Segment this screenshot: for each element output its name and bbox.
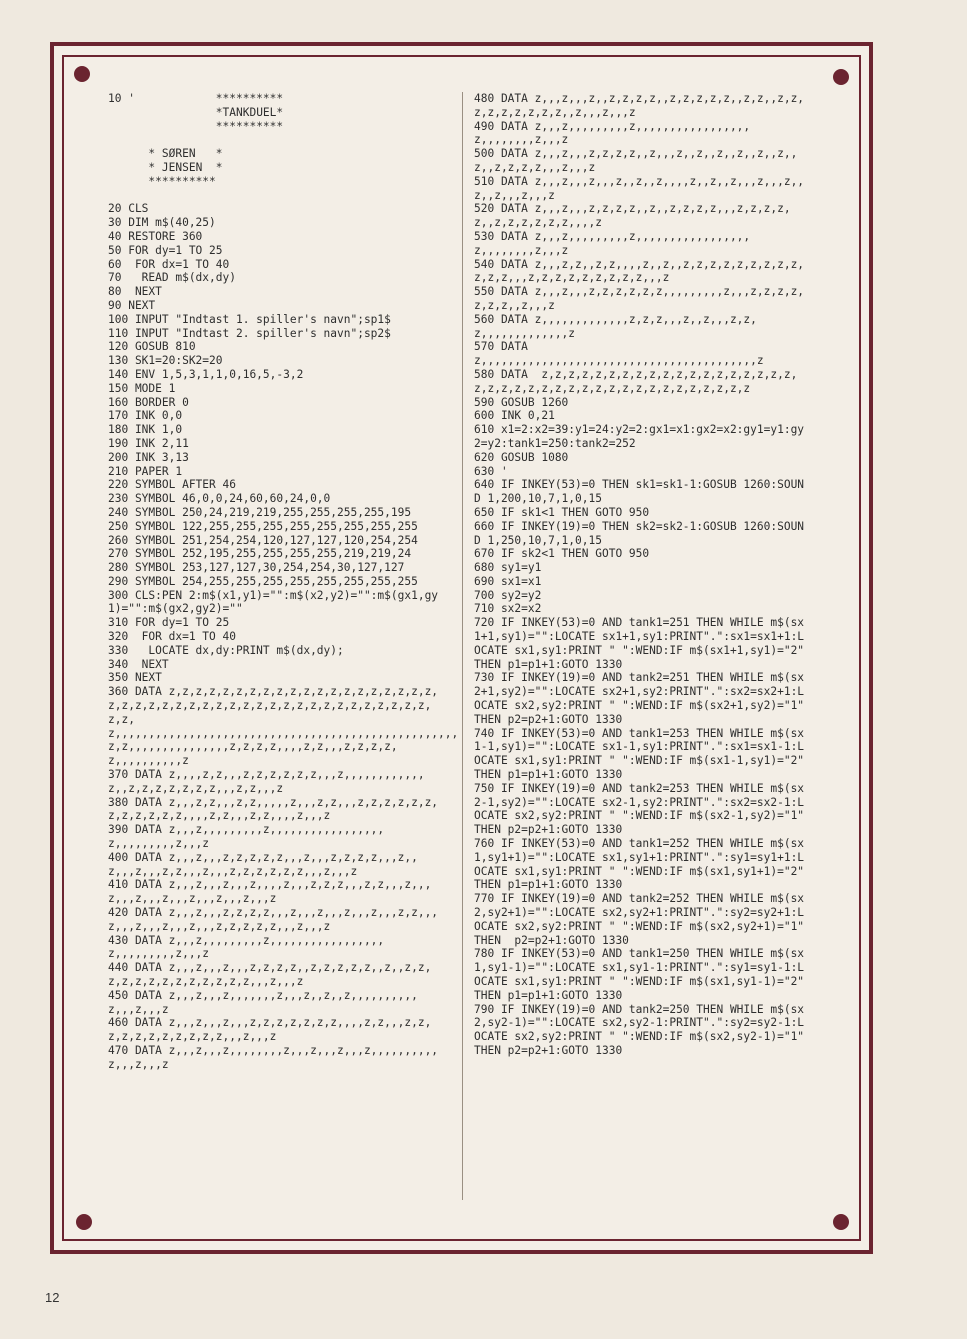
code-line: 670 IF sk2<1 THEN GOTO 950: [474, 547, 650, 561]
code-line: 730 IF INKEY(19)=0 AND tank2=251 THEN WHILE m$(sx2+1,sy2)="":LOCATE sx2+1,sy2:PRINT".":sx2=sx2+1:LOCATE sx2,sy2:PRINT " ":WEND:IF m$(sx2+1,sy2)="1" THEN p2=p2+1:GOTO 1330: [474, 671, 811, 726]
code-line: 190 INK 2,11: [108, 436, 189, 450]
code-line: 310 FOR dy=1 TO 25: [108, 616, 230, 630]
code-line: 20 CLS: [108, 202, 149, 216]
code-line: 760 IF INKEY(53)=0 AND tank1=252 THEN WHILE m$(sx1,sy1+1)="":LOCATE sx1,sy1+1:PRINT".":sy1=sy1+1:LOCATE sx1,sy1:PRINT " ":WEND:IF m$(sx1,sy1+1)="2" THEN p1=p1+1:GOTO 1330: [474, 837, 811, 892]
code-line: 110 INPUT "Indtast 2. spiller's navn";sp2$: [108, 326, 391, 340]
code-line: 620 GOSUB 1080: [474, 450, 569, 464]
code-line: 90 NEXT: [108, 298, 156, 312]
code-line: 630 ': [474, 464, 508, 478]
code-line: 170 INK 0,0: [108, 409, 183, 423]
code-line: 40 RESTORE 360: [108, 229, 203, 243]
code-line: 320 FOR dx=1 TO 40: [108, 630, 236, 644]
code-line: 400 DATA z,,,z,,,z,z,z,z,z,,,z,,,z,z,z,z,,,z,,z,,,z,,,z,z,,,z,,,z,z,z,z,z,z,,,z,,,z: [108, 850, 418, 878]
code-line: 540 DATA z,,,z,z,,z,z,,,,z,,z,,z,z,z,z,z,z,z,z,z,z,z,z,,,z,z,z,z,z,z,z,z,z,,,z: [474, 257, 805, 285]
code-line: 680 sy1=y1: [474, 561, 542, 575]
code-line: 660 IF INKEY(19)=0 THEN sk2=sk2-1:GOSUB 1260:SOUND 1,250,10,7,1,0,15: [474, 519, 805, 547]
code-line: 250 SYMBOL 122,255,255,255,255,255,255,255,255: [108, 519, 418, 533]
code-line: 530 DATA z,,,z,,,,,,,,,z,,,,,,,,,,,,,,,,,z,,,,,,,,z,,,z: [474, 229, 751, 257]
column-divider: [462, 92, 463, 1200]
code-line: [108, 189, 444, 203]
code-line: 720 IF INKEY(53)=0 AND tank1=251 THEN WHILE m$(sx1+1,sy1)="":LOCATE sx1+1,sy1:PRINT".":sx1=sx1+1:LOCATE sx1,sy1:PRINT " ":WEND:IF m$(sx1+1,sy1)="2" THEN p1=p1+1:GOTO 1330: [474, 616, 811, 671]
code-line: 390 DATA z,,,z,,,,,,,,,z,,,,,,,,,,,,,,,,,z,,,,,,,,,z,,,z: [108, 823, 385, 851]
code-line: 120 GOSUB 810: [108, 340, 196, 354]
code-line: **********: [108, 174, 216, 188]
code-line: 790 IF INKEY(19)=0 AND tank2=250 THEN WHILE m$(sx2,sy2-1)="":LOCATE sx2,sy2-1:PRINT".":sy2=sy2-1:LOCATE sx2,sy2:PRINT " ":WEND:IF m$(sx2,sy2-1)="1" THEN p2=p2+1:GOTO 1330: [474, 1002, 811, 1057]
code-line: 300 CLS:PEN 2:m$(x1,y1)="":m$(x2,y2)="":m$(gx1,gy1)="":m$(gx2,gy2)="": [108, 588, 439, 616]
code-line: 340 NEXT: [108, 657, 169, 671]
code-line: [108, 133, 444, 147]
code-line: 480 DATA z,,,z,,,z,,z,z,z,z,,z,z,z,z,z,,z,z,,z,z,z,z,z,z,z,z,z,,z,,,z,,,z: [474, 92, 805, 119]
corner-dot-top-right: [833, 69, 849, 85]
code-line: 470 DATA z,,,z,,,z,,,,,,,,z,,,z,,,z,,,z,,,,,,,,,,z,,,z,,,z: [108, 1043, 439, 1071]
code-line: 640 IF INKEY(53)=0 THEN sk1=sk1-1:GOSUB 1260:SOUND 1,200,10,7,1,0,15: [474, 478, 805, 506]
code-line: 380 DATA z,,,z,z,,,z,z,,,,,z,,,z,z,,,z,z,z,z,z,z,z,z,z,z,z,z,,,,z,z,,,z,z,,,,z,,,z: [108, 795, 439, 823]
code-line: 290 SYMBOL 254,255,255,255,255,255,255,255,255: [108, 574, 418, 588]
code-line: **********: [108, 119, 284, 133]
code-line: 450 DATA z,,,z,,,z,,,,,,,z,,,z,,z,,z,,,,,,,,,,z,,,z,,,z: [108, 988, 418, 1016]
code-line: 700 sy2=y2: [474, 588, 542, 602]
code-line: 710 sx2=x2: [474, 602, 542, 616]
code-line: 100 INPUT "Indtast 1. spiller's navn";sp1$: [108, 312, 391, 326]
code-line: 50 FOR dy=1 TO 25: [108, 243, 223, 257]
code-line: 600 INK 0,21: [474, 409, 555, 423]
code-line: * SØREN *: [108, 147, 223, 161]
code-line: 650 IF sk1<1 THEN GOTO 950: [474, 505, 650, 519]
code-line: 180 INK 1,0: [108, 423, 183, 437]
code-line: 780 IF INKEY(53)=0 AND tank1=250 THEN WHILE m$(sx1,sy1-1)="":LOCATE sx1,sy1-1:PRINT".":sy1=sy1-1:LOCATE sx1,sy1:PRINT " ":WEND:IF m$(sx1,sy1-1)="2" THEN p1=p1+1:GOTO 1330: [474, 947, 811, 1002]
code-line: 590 GOSUB 1260: [474, 395, 569, 409]
code-line: 160 BORDER 0: [108, 395, 189, 409]
code-line: 420 DATA z,,,z,,,z,z,z,z,,,z,,,z,,,z,,,z,,,z,z,,,z,,,z,,,z,,,z,,,z,z,z,z,z,,,z,,,z: [108, 906, 439, 933]
code-line: * JENSEN *: [108, 160, 223, 174]
listing-column-right: [474, 92, 810, 1202]
code-line: 210 PAPER 1: [108, 464, 183, 478]
code-line: 490 DATA z,,,z,,,,,,,,,z,,,,,,,,,,,,,,,,,z,,,,,,,,z,,,z: [474, 119, 751, 147]
code-line: 580 DATA z,z,z,z,z,z,z,z,z,z,z,z,z,z,z,z,z,z,z,z,z,z,z,z,z,z,z,z,z,z,z,z,z,z,z,z,z,z,z,z: [474, 367, 798, 395]
code-line: 350 NEXT: [108, 671, 162, 685]
code-line: 430 DATA z,,,z,,,,,,,,,z,,,,,,,,,,,,,,,,,z,,,,,,,,,z,,,z: [108, 933, 385, 961]
code-line: 30 DIM m$(40,25): [108, 216, 216, 230]
code-line: 330 LOCATE dx,dy:PRINT m$(dx,dy);: [108, 643, 344, 657]
listing-column-left: [108, 92, 459, 1202]
code-line: 80 NEXT: [108, 285, 162, 299]
code-line: 10 ' **********: [108, 92, 284, 105]
code-line: 130 SK1=20:SK2=20: [108, 354, 223, 368]
code-line: 200 INK 3,13: [108, 450, 189, 464]
code-line: 750 IF INKEY(19)=0 AND tank2=253 THEN WHILE m$(sx2-1,sy2)="":LOCATE sx2-1,sy2:PRINT".":sx2=sx2-1:LOCATE sx2,sy2:PRINT " ":WEND:IF m$(sx2-1,sy2)="1" THEN p2=p2+1:GOTO 1330: [474, 781, 811, 837]
code-line: 460 DATA z,,,z,,,z,,,z,z,z,z,z,z,z,,,,z,z,,,z,z,z,z,z,z,z,z,z,z,z,,,z,,,z: [108, 1016, 432, 1044]
code-line: 550 DATA z,,,z,,,z,z,z,z,z,z,,,,,,,,,z,,,z,z,z,z,z,z,z,,z,,,z: [474, 285, 805, 312]
code-line: 270 SYMBOL 252,195,255,255,255,255,219,219,24: [108, 547, 412, 561]
code-line: 230 SYMBOL 46,0,0,24,60,60,24,0,0: [108, 492, 331, 506]
code-line: 280 SYMBOL 253,127,127,30,254,254,30,127,127: [108, 561, 405, 575]
code-line: 240 SYMBOL 250,24,219,219,255,255,255,255,195: [108, 505, 412, 519]
corner-dot-bottom-left: [76, 1214, 92, 1230]
code-line: 360 DATA z,z,z,z,z,z,z,z,z,z,z,z,z,z,z,z,z,z,z,z,z,z,z,z,z,z,z,z,z,z,z,z,z,z,z,z,z,z,z,z,z,z,z,z,z,z,z,,,,,,,,,,,,,,,,,,,,,,,,,,,,,,,,,,,,,,,,,,,,,,,,,,,z,z,,,,,,,,,,,,,,,z,z,z,z,,,,z,z,,,z,z,z,z,z,,,,,,,,,,z: [108, 685, 459, 768]
code-line: 150 MODE 1: [108, 381, 176, 395]
code-line: 500 DATA z,,,z,,,z,z,z,z,,z,,,z,,z,,z,,z,,z,,z,,z,,z,z,z,z,,,z,,,z: [474, 147, 798, 174]
code-line: 510 DATA z,,,z,,,z,,,z,,z,,z,,,,z,,z,,z,,,z,,,z,,z,,z,,,z,,,z: [474, 174, 805, 202]
code-line: 560 DATA z,,,,,,,,,,,,,z,z,z,,,z,,z,,,z,z,z,,,,,,,,,,,,,z: [474, 312, 757, 340]
code-line: *TANKDUEL*: [108, 105, 284, 119]
code-line: 70 READ m$(dx,dy): [108, 271, 236, 285]
code-line: 60 FOR dx=1 TO 40: [108, 257, 230, 271]
code-line: 770 IF INKEY(19)=0 AND tank2=252 THEN WHILE m$(sx2,sy2+1)="":LOCATE sx2,sy2+1:PRINT".":sy2=sy2+1:LOCATE sx2,sy2:PRINT " ":WEND:IF m$(sx2,sy2+1)="1" THEN p2=p2+1:GOTO 1330: [474, 892, 811, 947]
code-line: 740 IF INKEY(53)=0 AND tank1=253 THEN WHILE m$(sx1-1,sy1)="":LOCATE sx1-1,sy1:PRINT".":sx1=sx1-1:LOCATE sx1,sy1:PRINT " ":WEND:IF m$(sx1-1,sy1)="2" THEN p1=p1+1:GOTO 1330: [474, 726, 811, 782]
code-line: 520 DATA z,,,z,,,z,z,z,z,,z,,z,z,z,z,,,z,z,z,z,z,,z,z,z,z,z,z,,,,z: [474, 202, 791, 230]
code-line: 260 SYMBOL 251,254,254,120,127,127,120,254,254: [108, 533, 418, 547]
code-line: 690 sx1=x1: [474, 574, 542, 588]
corner-dot-top-left: [74, 66, 90, 82]
code-line: 220 SYMBOL AFTER 46: [108, 478, 236, 492]
corner-dot-bottom-right: [833, 1214, 849, 1230]
code-line: 440 DATA z,,,z,,,z,,,z,z,z,z,,z,z,z,z,z,,z,,z,z,z,z,z,z,z,z,z,z,z,z,z,,,z,,,z: [108, 961, 432, 988]
code-line: 140 ENV 1,5,3,1,1,0,16,5,-3,2: [108, 367, 304, 381]
code-line: 370 DATA z,,,,z,z,,,z,z,z,z,z,z,,,z,,,,,,,,,,,,z,,z,z,z,z,z,z,z,,,z,z,,,z: [108, 768, 425, 795]
code-line: 410 DATA z,,,z,,,z,,,z,,,,z,,,z,z,z,,,z,z,,,z,,,z,,,z,,,z,,,z,,,z,,,z,,,z: [108, 878, 432, 906]
code-line: 610 x1=2:x2=39:y1=24:y2=2:gx1=x1:gx2=x2:gy1=y1:gy2=y2:tank1=250:tank2=252: [474, 423, 805, 450]
page-number: 12: [45, 1290, 60, 1305]
code-line: 570 DATA z,,,,,,,,,,,,,,,,,,,,,,,,,,,,,,,,,,,,,,,,,z: [474, 340, 764, 368]
